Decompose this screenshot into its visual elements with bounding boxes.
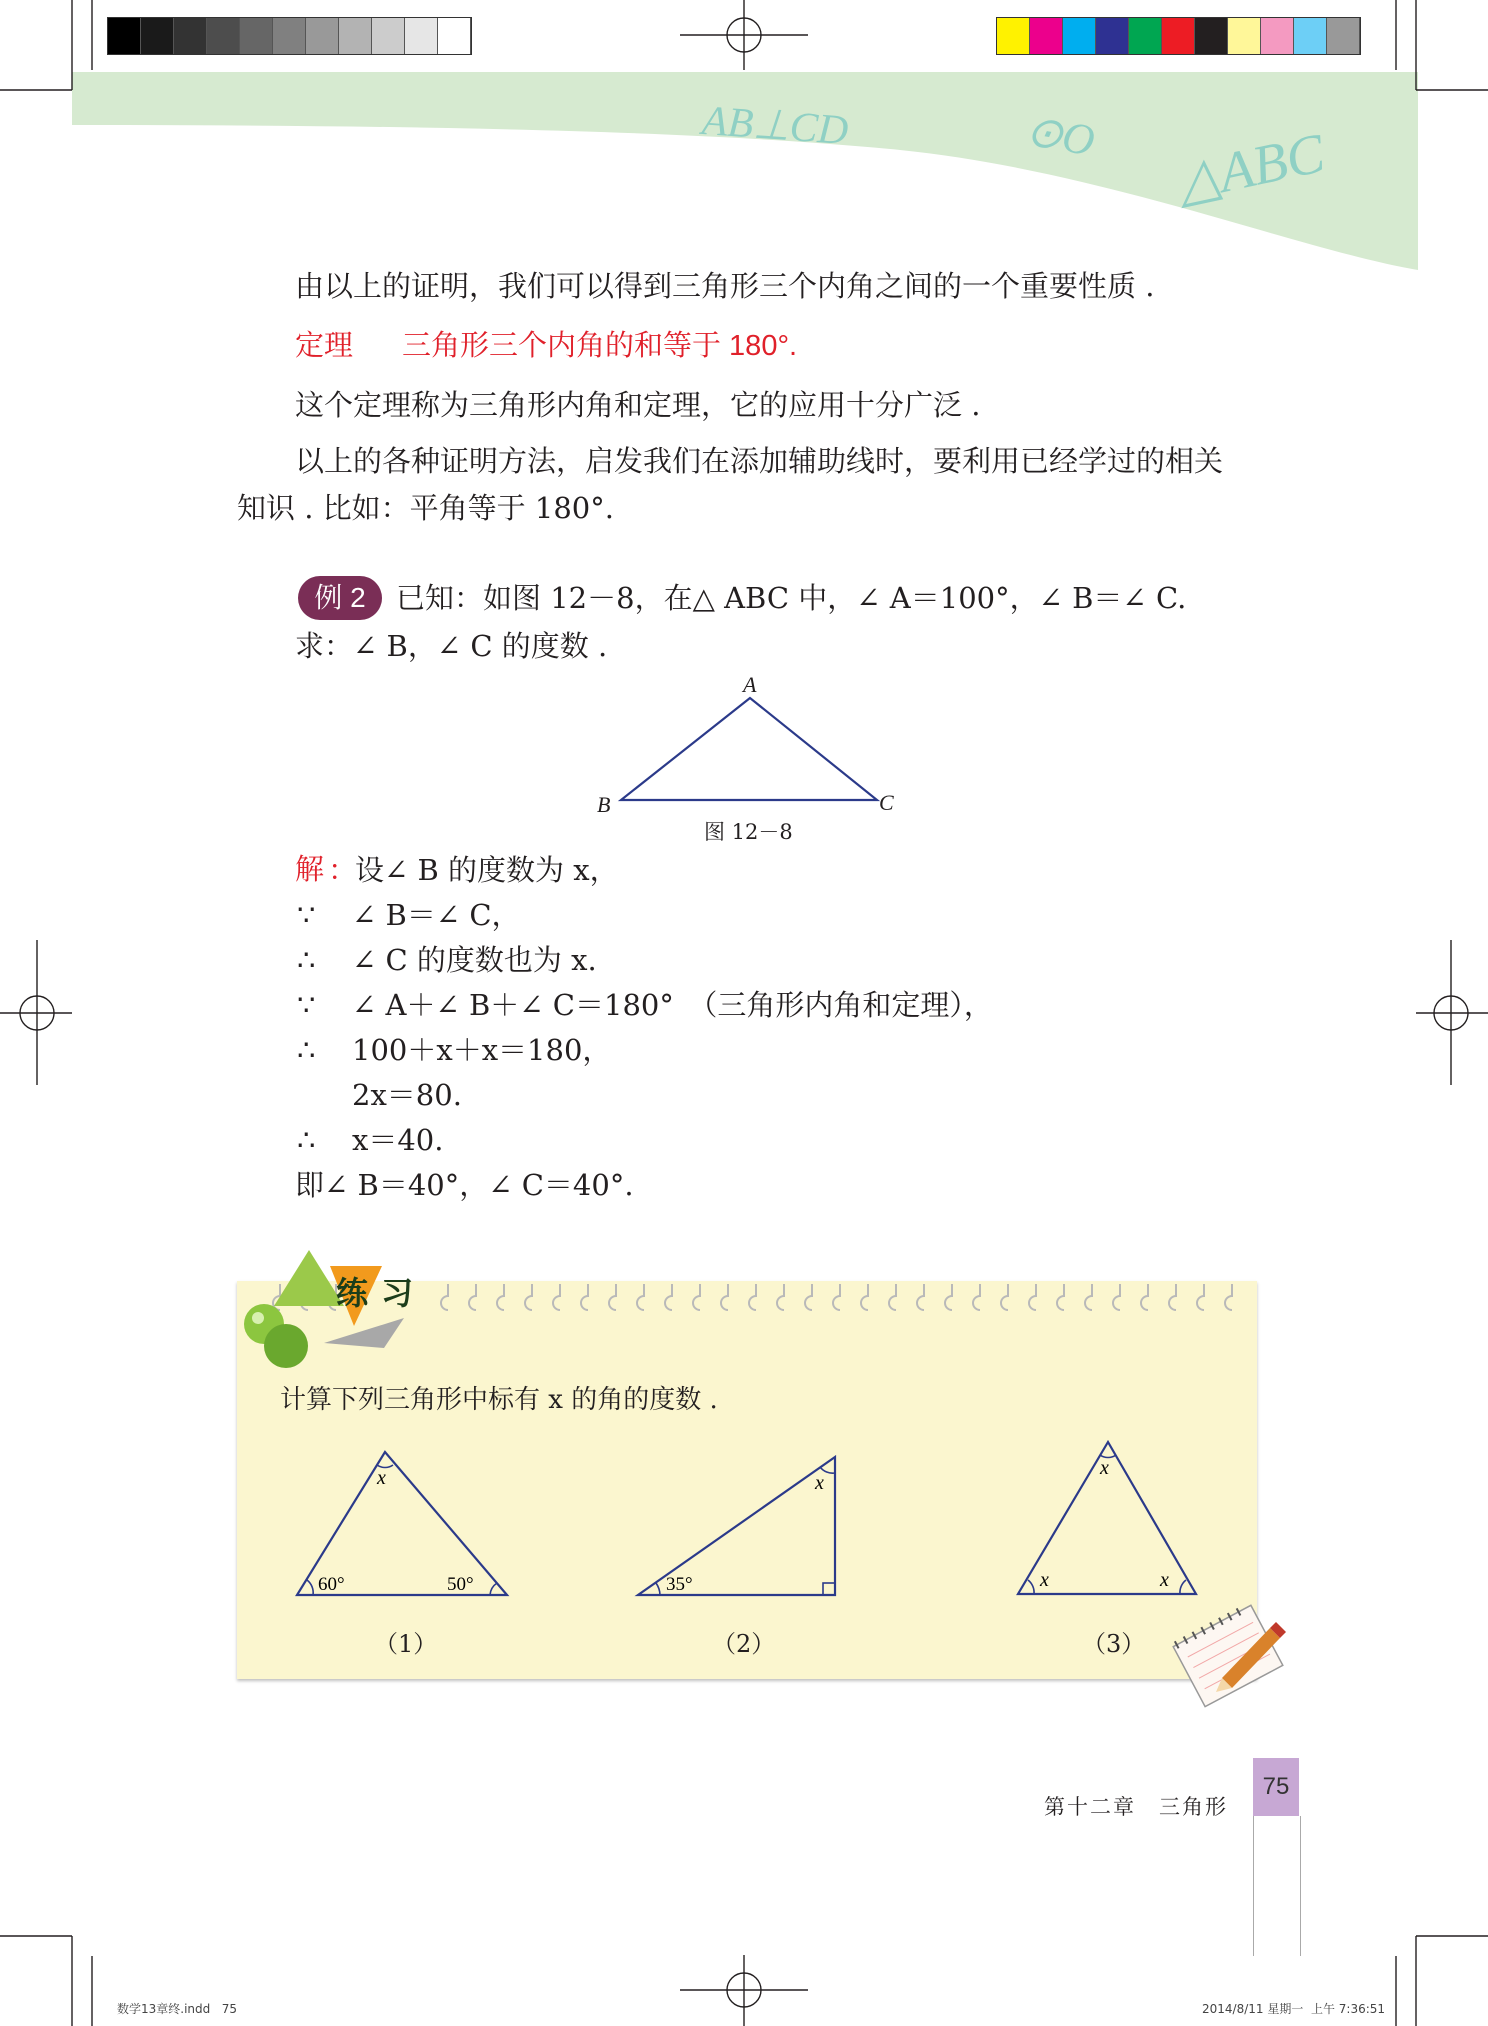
- practice-figure-label-1: （1）: [374, 1630, 438, 1658]
- header-symbol-perpendicular: AB⊥CD: [700, 97, 850, 155]
- page-edge-line: [1253, 1816, 1301, 1956]
- figure-caption: 图 12－8: [704, 820, 793, 844]
- angle-label: x: [377, 1467, 386, 1489]
- vertex-label-b: B: [597, 792, 611, 817]
- paragraph-methods-line1: 以上的各种证明方法，启发我们在添加辅助线时，要利用已经学过的相关: [295, 444, 1224, 478]
- angle-label: 35°: [666, 1574, 693, 1595]
- example-badge: 例 2: [298, 576, 382, 620]
- angle-label: x: [1040, 1569, 1049, 1591]
- therefore-symbol: ∴: [297, 943, 316, 977]
- paragraph-theorem-name: 这个定理称为三角形内角和定理，它的应用十分广泛 .: [295, 388, 981, 422]
- practice-title-char-2: 习: [381, 1274, 414, 1312]
- solution-colon: ：: [328, 853, 358, 887]
- solution-line-6: 2x＝80.: [352, 1078, 462, 1112]
- solution-label: 解: [295, 854, 325, 886]
- practice-figure-label-3: （3）: [1082, 1630, 1146, 1658]
- example-question: 求：∠ B，∠ C 的度数 .: [295, 629, 608, 663]
- angle-label: x: [1100, 1457, 1109, 1479]
- paragraph-methods-line2: 知识 . 比如：平角等于 180°.: [237, 491, 614, 525]
- notepad-pencil-icon: [1162, 1600, 1302, 1710]
- vertex-label-c: C: [879, 790, 894, 815]
- solution-line-1: 设∠ B 的度数为 x，: [355, 853, 619, 887]
- theorem-label: 定理: [295, 330, 354, 362]
- solution-line-5: 100＋x＋x＝180，: [352, 1033, 612, 1067]
- solution-line-7: x＝40.: [352, 1123, 444, 1157]
- angle-label: x: [1160, 1569, 1169, 1591]
- page-number: 75: [1253, 1758, 1299, 1816]
- practice-figure-3: [1008, 1430, 1228, 1600]
- therefore-symbol: ∴: [297, 1033, 316, 1067]
- header-symbol-circle: ⊙O: [1022, 105, 1099, 166]
- practice-title-char-1: 练: [336, 1274, 369, 1312]
- vertex-label-a: A: [743, 672, 757, 697]
- practice-figure-2: [630, 1445, 850, 1605]
- therefore-symbol: ∴: [297, 1123, 316, 1157]
- practice-figure-1: [285, 1440, 525, 1610]
- angle-label: x: [815, 1472, 824, 1494]
- practice-figure-label-2: （2）: [712, 1630, 776, 1658]
- angle-label: 60°: [318, 1574, 345, 1595]
- because-symbol: ∵: [297, 988, 316, 1022]
- paragraph-property-intro: 由以上的证明，我们可以得到三角形三个内角之间的一个重要性质 .: [295, 269, 1155, 303]
- practice-instruction: 计算下列三角形中标有 x 的角的度数 .: [280, 1385, 718, 1415]
- solution-conclusion: 即∠ B＝40°，∠ C＝40°.: [295, 1168, 634, 1202]
- solution-line-2: ∠ B＝∠ C，: [352, 898, 521, 932]
- angle-label: 50°: [447, 1574, 474, 1595]
- footer-filename: 数学13章终.indd 75: [117, 2002, 237, 2016]
- header-symbol-triangle: △ABC: [1171, 122, 1330, 214]
- theorem-text: 三角形三个内角的和等于 180°.: [402, 330, 798, 362]
- because-symbol: ∵: [297, 898, 316, 932]
- chapter-title: 第十二章 三角形: [1044, 1795, 1228, 1819]
- solution-line-4: ∠ A＋∠ B＋∠ C＝180° （三角形内角和定理），: [352, 988, 993, 1022]
- solution-line-3: ∠ C 的度数也为 x.: [352, 943, 597, 977]
- footer-timestamp: 2014/8/11 星期一 上午 7:36:51: [1202, 2002, 1386, 2016]
- example-given: 已知：如图 12－8，在△ ABC 中，∠ A＝100°，∠ B＝∠ C.: [396, 581, 1187, 615]
